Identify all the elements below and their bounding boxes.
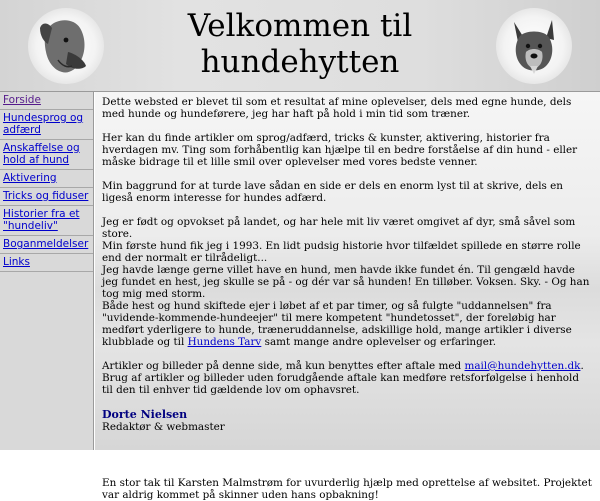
copyright-text-end: . Brug af artikler og billeder uden forudgående aftale kan medføre retsforfølgelse i henhold til den til enhver tid gældende lov om ophavsret.: [102, 360, 584, 396]
copyright-text-start: Artikler og billeder på denne side, må kun benyttes efter aftale med: [102, 360, 465, 372]
intro-paragraph: Dette websted er blevet til som et resultat af mine oplevelser, dels med egne hunde, dels med hunde og hundeførere, jeg har haft på hold i min tid som træner.: [102, 96, 572, 120]
dog-head-icon: [496, 8, 572, 84]
page-title: [130, 8, 470, 80]
thanks-paragraph: En stor tak til Karsten Malmstrøm for uvurderlig hjælp med oprettelse af websitet. Projektet var aldrig kommet på skinner uden hans opbakning!: [102, 477, 592, 501]
signature-name: Dorte Nielsen: [102, 408, 188, 421]
main-content: [95, 92, 600, 501]
hundens-tarv-link[interactable]: Hundens Tarv: [187, 336, 262, 348]
nav-item-links[interactable]: Links: [0, 254, 93, 272]
story-line-born: Jeg er født og opvokset på landet, og har hele mit liv været omgivet af dyr, små såvel som store.: [102, 216, 576, 240]
nav-item-hundesprog[interactable]: Hundesprog og adfærd: [0, 110, 93, 140]
page-header: [0, 0, 600, 92]
title-line-2: hundehytten: [200, 44, 400, 80]
copyright-paragraph: [102, 360, 592, 396]
dog-head-icon: [28, 8, 104, 84]
nav-item-historier[interactable]: Historier fra et "hundeliv": [0, 206, 93, 236]
story-line-education: Både hest og hund skiftede ejer i løbet af et par timer, og så fulgte "uddannelsen" fra "uvidende-kommende-hundeejer" til mere kompetent "hundetosset", der foreløbig har medført yderligere to hunde, træneruddannelse, adskillige hold, mange artikler i diverse klubblade og til: [102, 300, 572, 348]
nav-item-forside[interactable]: Forside: [0, 92, 93, 110]
story-line-first-dog: Min første hund fik jeg i 1993. En lidt pudsig historie hvor tilfældet spillede en større rolle end der normalt er tilrådeligt...: [102, 240, 581, 264]
nav-item-tricks[interactable]: Tricks og fiduser: [0, 188, 93, 206]
story-line-found: Jeg havde længe gerne villet have en hund, men havde ikke fundet én. Til gengæld havde jeg fundet en hest, jeg skulle se på - og dér var så hunden! En tilløber. Voksen. Sky. - Og han tog mig med storm.: [102, 264, 590, 300]
story-paragraph: [102, 216, 592, 348]
title-line-1: Velkommen til: [187, 8, 413, 44]
story-line-end: samt mange andre oplevelser og erfaringer.: [261, 336, 497, 348]
nav-item-boganmeldelser[interactable]: Boganmeldelser: [0, 236, 93, 254]
dog-portrait-left: [28, 8, 104, 84]
dog-portrait-right: [496, 8, 572, 84]
nav-item-aktivering[interactable]: Aktivering: [0, 170, 93, 188]
nav-item-anskaffelse[interactable]: Anskaffelse og hold af hund: [0, 140, 93, 170]
sidebar-nav: [0, 92, 94, 450]
email-link[interactable]: mail@hundehytten.dk: [464, 360, 581, 372]
articles-paragraph: Her kan du finde artikler om sprog/adfærd, tricks & kunster, aktivering, historier fra hverdagen mv. Ting som forhåbentlig kan hjælpe til en bedre forståelse af din hund - eller måske bidrage til et lille smil over oplevelser med vores bedste venner.: [102, 132, 578, 168]
background-paragraph: Min baggrund for at turde lave sådan en side er dels en enorm lyst til at skrive, dels en ligeså enorm interesse for hundes adfærd.: [102, 180, 563, 204]
signature-role: Redaktør & webmaster: [102, 421, 225, 433]
